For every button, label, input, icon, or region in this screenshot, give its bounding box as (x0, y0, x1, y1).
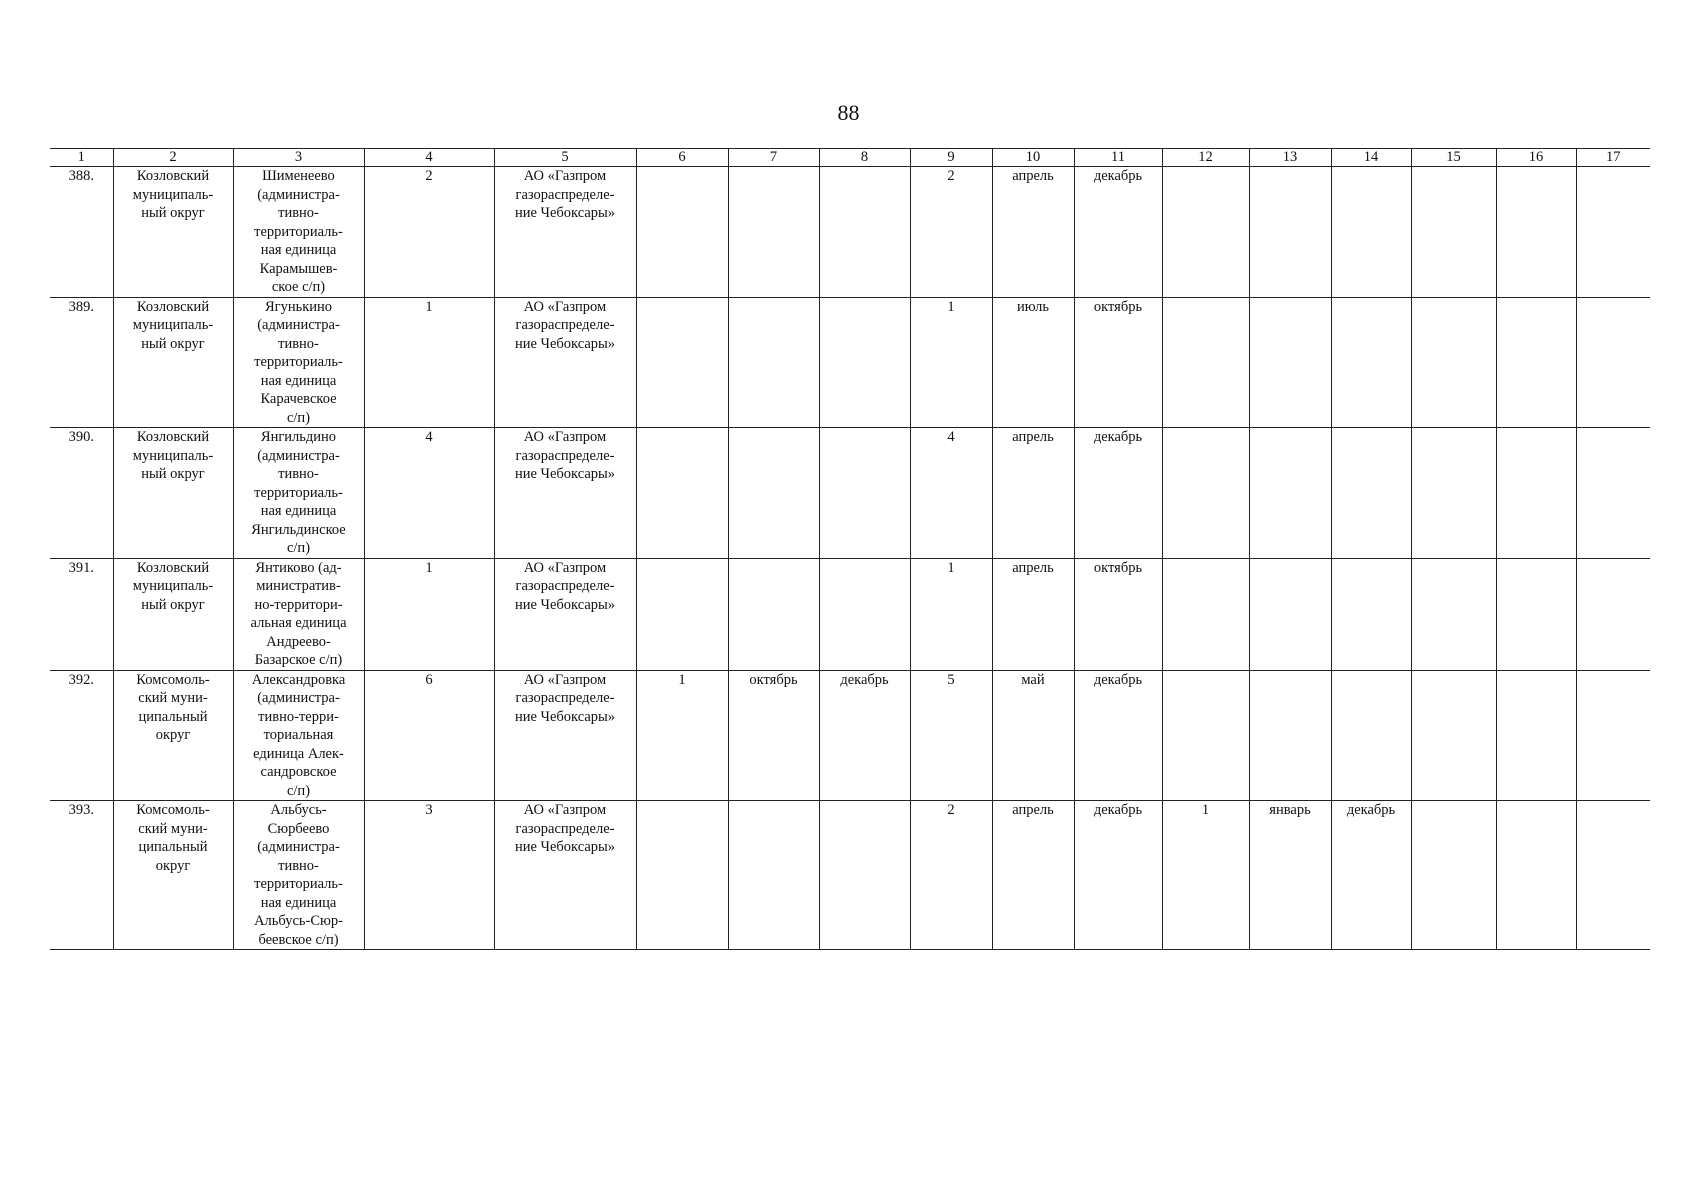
cell-line: тивно- (278, 857, 319, 874)
cell-total-count: 6 (364, 670, 494, 801)
cell-start-c: январь (1249, 801, 1331, 950)
cell-end-d (1576, 558, 1650, 670)
column-number-11: 11 (1074, 149, 1162, 167)
cell-start-a (728, 297, 819, 428)
cell-total-count: 3 (364, 801, 494, 950)
cell-line: с/п) (286, 782, 311, 799)
cell-end-b: декабрь (1074, 801, 1162, 950)
cell-count-c (1162, 167, 1249, 298)
cell-organization (494, 558, 636, 670)
cell-line: территориаль- (254, 484, 343, 501)
cell-count-b: 1 (910, 558, 992, 670)
cell-line: округ (155, 727, 191, 743)
cell-line: газораспределе- (515, 447, 615, 464)
cell-start-d (1496, 801, 1576, 950)
cell-line: ние Чебоксары» (514, 596, 616, 613)
cell-line: (администра- (257, 690, 340, 706)
column-number-3: 3 (233, 149, 364, 167)
cell-line: ториальная (263, 727, 334, 743)
cell-start-b: апрель (992, 558, 1074, 670)
cell-line: Сюрбеево (267, 820, 330, 837)
cell-count-d (1411, 558, 1496, 670)
cell-line: ный округ (141, 466, 205, 482)
cell-start-d (1496, 558, 1576, 670)
cell-count-d (1411, 167, 1496, 298)
cell-end-c (1331, 670, 1411, 801)
cell-end-d (1576, 167, 1650, 298)
cell-district (113, 297, 233, 428)
cell-end-d (1576, 670, 1650, 801)
cell-line: альная единица (250, 615, 347, 631)
cell-line: округ (155, 857, 191, 874)
cell-district (113, 167, 233, 298)
page-number: 88 (837, 100, 860, 125)
cell-start-b: май (992, 670, 1074, 801)
cell-row-number: 391. (50, 558, 113, 670)
table-row (50, 558, 1650, 670)
cell-line: Козловский (136, 298, 210, 315)
cell-line: беевское с/п) (258, 931, 339, 948)
cell-count-c (1162, 428, 1249, 559)
cell-line: ципальный (138, 839, 208, 855)
cell-line: муниципаль- (132, 578, 214, 594)
cell-line: Комсомоль- (136, 802, 210, 818)
cell-start-c (1249, 167, 1331, 298)
cell-line: ние Чебоксары» (514, 839, 616, 855)
cell-line: газораспределе- (515, 186, 615, 203)
cell-total-count: 1 (364, 297, 494, 428)
cell-count-b: 1 (910, 297, 992, 428)
cell-start-b: апрель (992, 801, 1074, 950)
cell-end-c (1331, 558, 1411, 670)
cell-line: (администра- (257, 447, 340, 464)
cell-start-a (728, 167, 819, 298)
cell-end-a: декабрь (819, 670, 910, 801)
cell-line: АО «Газпром (523, 429, 607, 445)
table-row (50, 670, 1650, 801)
cell-start-c (1249, 558, 1331, 670)
cell-end-c (1331, 297, 1411, 428)
cell-start-d (1496, 428, 1576, 559)
cell-line: газораспределе- (515, 578, 615, 594)
cell-start-c (1249, 428, 1331, 559)
cell-line: (администра- (257, 317, 340, 333)
cell-district (113, 670, 233, 801)
table-row (50, 167, 1650, 298)
cell-line: тивно- (278, 205, 319, 221)
cell-line: ципальный (138, 708, 208, 725)
column-number-15: 15 (1411, 149, 1496, 167)
cell-line: ный округ (141, 596, 205, 613)
cell-count-a (636, 167, 728, 298)
cell-organization (494, 428, 636, 559)
cell-count-c (1162, 297, 1249, 428)
column-number-12: 12 (1162, 149, 1249, 167)
cell-count-b: 5 (910, 670, 992, 801)
table-row (50, 428, 1650, 559)
cell-count-a (636, 297, 728, 428)
cell-line: с/п) (286, 540, 311, 556)
cell-end-a (819, 428, 910, 559)
cell-end-b: декабрь (1074, 167, 1162, 298)
cell-line: муниципаль- (132, 186, 214, 203)
column-number-8: 8 (819, 149, 910, 167)
cell-total-count: 2 (364, 167, 494, 298)
cell-count-b: 2 (910, 167, 992, 298)
cell-district (113, 558, 233, 670)
cell-line: ние Чебоксары» (514, 466, 616, 482)
column-number-5: 5 (494, 149, 636, 167)
cell-count-c (1162, 558, 1249, 670)
cell-start-d (1496, 670, 1576, 801)
cell-count-d (1411, 297, 1496, 428)
column-number-row (50, 149, 1650, 167)
cell-end-c (1331, 428, 1411, 559)
cell-line: Альбусь-Сюр- (254, 913, 343, 929)
column-number-4: 4 (364, 149, 494, 167)
cell-line: Комсомоль- (136, 671, 210, 688)
cell-line: ный округ (141, 335, 205, 352)
cell-line: ский муни- (138, 690, 208, 706)
cell-count-c: 1 (1162, 801, 1249, 950)
cell-settlement (233, 670, 364, 801)
cell-line: АО «Газпром (523, 802, 607, 818)
cell-end-d (1576, 801, 1650, 950)
cell-end-c (1331, 167, 1411, 298)
cell-count-a (636, 801, 728, 950)
column-number-10: 10 (992, 149, 1074, 167)
cell-count-c (1162, 670, 1249, 801)
cell-end-b: декабрь (1074, 670, 1162, 801)
cell-line: ние Чебоксары» (514, 205, 616, 221)
cell-line: ная единица (260, 503, 337, 519)
cell-line: Янтиково (ад- (255, 559, 342, 576)
cell-line: Карамышев- (259, 260, 338, 277)
cell-line: ский муни- (138, 820, 208, 837)
cell-district (113, 428, 233, 559)
cell-start-b: апрель (992, 167, 1074, 298)
cell-end-d (1576, 297, 1650, 428)
cell-end-b: декабрь (1074, 428, 1162, 559)
cell-line: территориаль- (254, 354, 343, 370)
cell-count-b: 2 (910, 801, 992, 950)
cell-line: министратив- (256, 578, 341, 594)
cell-count-d (1411, 428, 1496, 559)
column-number-6: 6 (636, 149, 728, 167)
column-number-13: 13 (1249, 149, 1331, 167)
cell-count-d (1411, 801, 1496, 950)
cell-settlement (233, 801, 364, 950)
cell-start-a: октябрь (728, 670, 819, 801)
cell-line: АО «Газпром (523, 559, 607, 576)
cell-line: с/п) (286, 409, 311, 426)
cell-count-d (1411, 670, 1496, 801)
cell-line: ние Чебоксары» (514, 708, 616, 725)
cell-end-d (1576, 428, 1650, 559)
column-number-17: 17 (1576, 149, 1650, 167)
cell-line: ная единица (260, 894, 337, 911)
cell-row-number: 389. (50, 297, 113, 428)
cell-count-a (636, 558, 728, 670)
cell-district (113, 801, 233, 950)
column-number-1: 1 (50, 149, 113, 167)
cell-start-d (1496, 297, 1576, 428)
column-number-7: 7 (728, 149, 819, 167)
cell-count-b: 4 (910, 428, 992, 559)
cell-line: ная единица (260, 372, 337, 389)
cell-row-number: 390. (50, 428, 113, 559)
table-row (50, 297, 1650, 428)
cell-organization (494, 670, 636, 801)
cell-line: тивно- (278, 335, 319, 352)
cell-organization (494, 167, 636, 298)
table-body (50, 167, 1650, 950)
cell-line: газораспределе- (515, 820, 615, 837)
cell-end-a (819, 167, 910, 298)
cell-line: АО «Газпром (523, 298, 607, 315)
cell-line: территориаль- (254, 223, 343, 240)
cell-start-c (1249, 297, 1331, 428)
cell-line: ная единица (260, 242, 337, 258)
cell-line: тивно-терри- (258, 708, 339, 725)
cell-line: Козловский (136, 559, 210, 576)
cell-organization (494, 801, 636, 950)
cell-start-c (1249, 670, 1331, 801)
cell-settlement (233, 428, 364, 559)
cell-total-count: 4 (364, 428, 494, 559)
cell-row-number: 388. (50, 167, 113, 298)
cell-line: муниципаль- (132, 317, 214, 333)
cell-line: АО «Газпром (523, 671, 607, 688)
cell-line: Базарское с/п) (254, 652, 343, 668)
cell-line: территориаль- (254, 876, 343, 892)
cell-start-a (728, 428, 819, 559)
cell-line: тивно- (278, 466, 319, 482)
cell-count-a (636, 428, 728, 559)
cell-line: газораспределе- (515, 690, 615, 706)
cell-start-b: апрель (992, 428, 1074, 559)
cell-line: ское с/п) (271, 279, 326, 295)
cell-settlement (233, 297, 364, 428)
column-number-9: 9 (910, 149, 992, 167)
cell-line: Козловский (136, 429, 210, 445)
column-number-14: 14 (1331, 149, 1411, 167)
cell-line: газораспределе- (515, 317, 615, 333)
column-number-16: 16 (1496, 149, 1576, 167)
cell-line: Андреево- (266, 633, 331, 650)
cell-line: Янгильдино (260, 429, 337, 445)
cell-end-a (819, 801, 910, 950)
cell-line: сандровское (260, 764, 337, 780)
cell-line: Александровка (251, 671, 346, 688)
cell-line: ние Чебоксары» (514, 335, 616, 352)
cell-start-a (728, 558, 819, 670)
cell-line: ный округ (141, 205, 205, 221)
cell-settlement (233, 167, 364, 298)
column-number-2: 2 (113, 149, 233, 167)
data-table (50, 148, 1650, 950)
cell-line: АО «Газпром (523, 168, 607, 184)
table-row (50, 801, 1650, 950)
cell-organization (494, 297, 636, 428)
cell-count-a: 1 (636, 670, 728, 801)
cell-settlement (233, 558, 364, 670)
cell-end-c: декабрь (1331, 801, 1411, 950)
cell-row-number: 393. (50, 801, 113, 950)
cell-start-b: июль (992, 297, 1074, 428)
cell-line: но-территори- (254, 596, 343, 613)
cell-end-a (819, 558, 910, 670)
cell-line: Альбусь- (270, 802, 327, 818)
cell-line: (администра- (257, 186, 340, 203)
cell-line: Карачевское (260, 391, 337, 407)
cell-end-a (819, 297, 910, 428)
cell-line: единица Алек- (253, 745, 344, 762)
cell-total-count: 1 (364, 558, 494, 670)
cell-start-d (1496, 167, 1576, 298)
cell-line: Козловский (136, 168, 210, 184)
cell-line: муниципаль- (132, 447, 214, 464)
cell-line: Янгильдинское (251, 521, 346, 538)
cell-row-number: 392. (50, 670, 113, 801)
cell-end-b: октябрь (1074, 558, 1162, 670)
cell-line: (администра- (257, 839, 340, 855)
cell-end-b: октябрь (1074, 297, 1162, 428)
cell-line: Ягунькино (264, 298, 333, 315)
cell-start-a (728, 801, 819, 950)
cell-line: Шименеево (262, 168, 335, 184)
